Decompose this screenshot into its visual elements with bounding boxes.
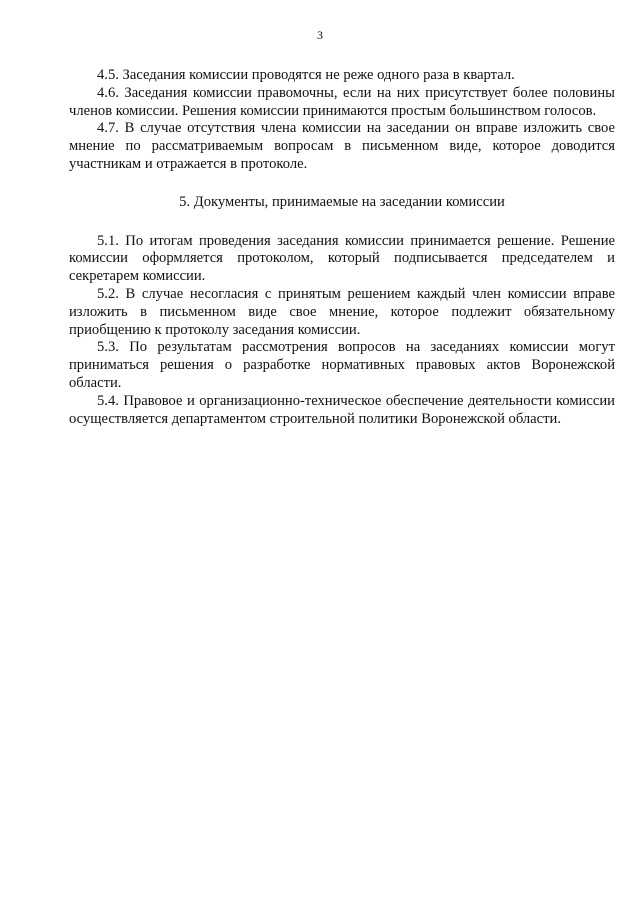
paragraph-5-2: 5.2. В случае несогласия с принятым решением каждый член комиссии вправе изложить в письменном виде свое мнение, которое подлежит обязательному приобщению к протоколу заседания комиссии.	[69, 285, 615, 338]
paragraph-5-3: 5.3. По результатам рассмотрения вопросов на заседаниях комиссии могут приниматься решения о разработке нормативных правовых актов Воронежской области.	[69, 339, 615, 391]
paragraph-4-7: 4.7. В случае отсутствия члена комиссии на заседании он вправе изложить свое мнение по рассматриваемым вопросам в письменном виде, которое доводится участникам и отражается в протоколе.	[69, 120, 615, 172]
paragraph-4-6: 4.6. Заседания комиссии правомочны, если на них присутствует более половины членов комиссии. Решения комиссии принимаются простым большинством голосов.	[69, 84, 615, 119]
document-body	[69, 67, 615, 428]
paragraph-5-4: 5.4. Правовое и организационно-техническое обеспечение деятельности комиссии осуществляется департаментом строительной политики Воронежской области.	[69, 392, 615, 427]
page-number: 3	[317, 28, 323, 42]
section-5-heading: 5. Документы, принимаемые на заседании комиссии	[179, 193, 505, 210]
paragraph-5-1: 5.1. По итогам проведения заседания комиссии принимается решение. Решение комиссии оформляется протоколом, который подписывается председателем и секретарем комиссии.	[69, 232, 615, 285]
paragraph-4-5: 4.5. Заседания комиссии проводятся не реже одного раза в квартал.	[97, 67, 515, 83]
